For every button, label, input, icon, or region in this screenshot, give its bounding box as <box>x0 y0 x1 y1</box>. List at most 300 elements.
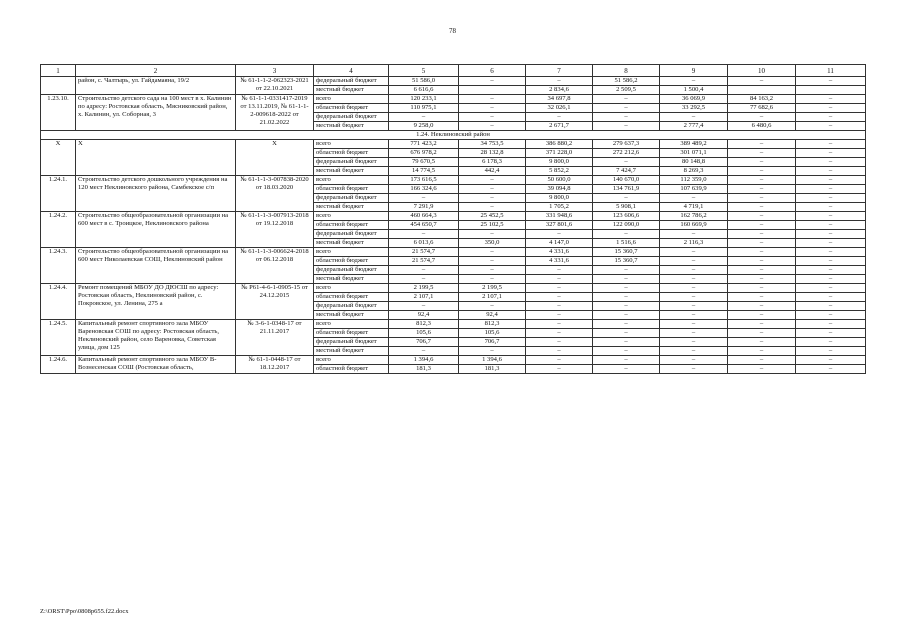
amount-cell <box>459 86 526 95</box>
object-name: Х <box>76 140 236 176</box>
amount-cell: – <box>593 302 660 311</box>
amount-cell: – <box>728 239 796 248</box>
amount-cell: 14 774,5 <box>389 167 459 176</box>
amount-cell: 272 212,6 <box>593 149 660 158</box>
document-ref: № 3-6-1-0348-17 от 21.11.2017 <box>236 320 314 356</box>
amount-cell: – <box>660 365 728 374</box>
amount-cell: – <box>389 266 459 275</box>
amount-cell: – <box>796 104 866 113</box>
amount-cell: – <box>593 329 660 338</box>
object-name: Капитальный ремонт спортивного зала МБОУ В-Вознесенская СОШ (Ростовская область, <box>76 356 236 374</box>
column-number: 1 <box>41 65 76 77</box>
amount-cell: – <box>660 320 728 329</box>
amount-cell: 160 669,9 <box>660 221 728 230</box>
amount-cell: 51 586,0 <box>389 77 459 86</box>
amount-cell: 9 800,0 <box>526 194 593 203</box>
row-id: 1.24.3. <box>41 248 76 284</box>
amount-cell <box>728 86 796 95</box>
document-ref: № 61-1-1-0331417-2019 от 13.11.2019, № 61-1-1-2-009618-2022 от 21.02.2022 <box>236 95 314 131</box>
section-row <box>41 131 866 140</box>
amount-cell: 84 163,2 <box>728 95 796 104</box>
amount-cell: – <box>526 311 593 320</box>
amount-cell: – <box>796 185 866 194</box>
table-row <box>41 212 866 221</box>
amount-cell: – <box>593 347 660 356</box>
amount-cell: – <box>660 230 728 239</box>
amount-cell: – <box>796 176 866 185</box>
amount-cell: – <box>796 257 866 266</box>
amount-cell: 1 705,2 <box>526 203 593 212</box>
table-row <box>41 356 866 365</box>
column-number: 3 <box>236 65 314 77</box>
amount-cell: – <box>459 266 526 275</box>
amount-cell: 7 424,7 <box>593 167 660 176</box>
funding-source: всего <box>314 212 389 221</box>
funding-source: всего <box>314 248 389 257</box>
amount-cell: 39 094,8 <box>526 185 593 194</box>
amount-cell: – <box>526 347 593 356</box>
amount-cell: 15 360,7 <box>593 257 660 266</box>
amount-cell: – <box>796 167 866 176</box>
amount-cell: – <box>389 230 459 239</box>
amount-cell: 6 616,6 <box>389 86 459 95</box>
amount-cell: 162 786,2 <box>660 212 728 221</box>
amount-cell: – <box>796 122 866 131</box>
funding-source: федеральный бюджет <box>314 338 389 347</box>
amount-cell: 112 359,0 <box>660 176 728 185</box>
funding-source: всего <box>314 95 389 104</box>
column-number: 9 <box>660 65 728 77</box>
amount-cell: – <box>728 185 796 194</box>
funding-source: местный бюджет <box>314 311 389 320</box>
amount-cell: 107 639,9 <box>660 185 728 194</box>
amount-cell: 5 908,1 <box>593 203 660 212</box>
amount-cell: 771 423,2 <box>389 140 459 149</box>
amount-cell: – <box>728 275 796 284</box>
amount-cell: – <box>459 95 526 104</box>
row-id: 1.24.6. <box>41 356 76 374</box>
amount-cell: 2 777,4 <box>660 122 728 131</box>
amount-cell: – <box>660 338 728 347</box>
amount-cell: – <box>728 203 796 212</box>
amount-cell: 120 233,1 <box>389 95 459 104</box>
row-id: Х <box>41 140 76 176</box>
page-number: 78 <box>449 27 456 35</box>
amount-cell: – <box>593 365 660 374</box>
amount-cell: – <box>796 329 866 338</box>
amount-cell: 1 500,4 <box>660 86 728 95</box>
amount-cell: – <box>728 212 796 221</box>
amount-cell: 4 331,6 <box>526 248 593 257</box>
amount-cell: 34 697,8 <box>526 95 593 104</box>
amount-cell: 1 516,6 <box>593 239 660 248</box>
amount-cell: – <box>660 329 728 338</box>
amount-cell: – <box>593 194 660 203</box>
funding-source: областной бюджет <box>314 185 389 194</box>
funding-source: федеральный бюджет <box>314 113 389 122</box>
funding-source: всего <box>314 356 389 365</box>
column-number: 2 <box>76 65 236 77</box>
amount-cell: – <box>796 221 866 230</box>
amount-cell: 386 880,2 <box>526 140 593 149</box>
amount-cell: 6 178,3 <box>459 158 526 167</box>
amount-cell: – <box>728 266 796 275</box>
amount-cell: 25 452,5 <box>459 212 526 221</box>
amount-cell: – <box>459 77 526 86</box>
amount-cell: – <box>728 77 796 86</box>
amount-cell: – <box>728 284 796 293</box>
amount-cell: – <box>728 347 796 356</box>
amount-cell: 2 199,5 <box>389 284 459 293</box>
amount-cell: – <box>526 275 593 284</box>
table-row <box>41 140 866 149</box>
funding-source: федеральный бюджет <box>314 266 389 275</box>
column-number: 4 <box>314 65 389 77</box>
amount-cell: – <box>593 338 660 347</box>
amount-cell: – <box>660 77 728 86</box>
amount-cell: – <box>796 113 866 122</box>
amount-cell: – <box>660 194 728 203</box>
amount-cell: 28 132,8 <box>459 149 526 158</box>
funding-source: областной бюджет <box>314 329 389 338</box>
row-id: 1.24.4. <box>41 284 76 320</box>
amount-cell: 389 489,2 <box>660 140 728 149</box>
funding-source: местный бюджет <box>314 275 389 284</box>
amount-cell: – <box>796 203 866 212</box>
amount-cell: – <box>660 113 728 122</box>
amount-cell: – <box>660 257 728 266</box>
amount-cell: 301 071,1 <box>660 149 728 158</box>
file-path-footer: Z:\ORST\Ppo\0808p655.f22.docx <box>40 608 129 615</box>
amount-cell: 80 148,8 <box>660 158 728 167</box>
amount-cell: – <box>459 113 526 122</box>
amount-cell: – <box>796 320 866 329</box>
amount-cell: 2 107,1 <box>389 293 459 302</box>
document-ref: № Р61-4-6-1-0905-15 от 24.12.2015 <box>236 284 314 320</box>
amount-cell: – <box>526 293 593 302</box>
amount-cell: – <box>660 275 728 284</box>
amount-cell: – <box>728 167 796 176</box>
amount-cell: – <box>728 140 796 149</box>
amount-cell: – <box>728 293 796 302</box>
amount-cell: 15 360,7 <box>593 248 660 257</box>
amount-cell: – <box>593 311 660 320</box>
funding-source: областной бюджет <box>314 257 389 266</box>
amount-cell: – <box>796 212 866 221</box>
document-ref: № 61-1-1-3-007838-2020 от 18.03.2020 <box>236 176 314 212</box>
amount-cell: 122 090,0 <box>593 221 660 230</box>
amount-cell: 173 616,5 <box>389 176 459 185</box>
amount-cell: – <box>660 284 728 293</box>
amount-cell: 123 606,6 <box>593 212 660 221</box>
amount-cell: – <box>796 230 866 239</box>
column-number: 6 <box>459 65 526 77</box>
amount-cell: 4 719,1 <box>660 203 728 212</box>
amount-cell: – <box>389 113 459 122</box>
amount-cell: – <box>728 329 796 338</box>
row-id: 1.24.5. <box>41 320 76 356</box>
amount-cell: – <box>728 320 796 329</box>
amount-cell: – <box>796 338 866 347</box>
amount-cell: 77 682,6 <box>728 104 796 113</box>
amount-cell: – <box>660 248 728 257</box>
funding-source: местный бюджет <box>314 347 389 356</box>
amount-cell: – <box>796 194 866 203</box>
amount-cell: – <box>660 311 728 320</box>
amount-cell: – <box>593 320 660 329</box>
amount-cell: – <box>526 266 593 275</box>
amount-cell: 2 671,7 <box>526 122 593 131</box>
amount-cell: 2 199,5 <box>459 284 526 293</box>
amount-cell: 331 948,6 <box>526 212 593 221</box>
amount-cell: – <box>593 158 660 167</box>
amount-cell: – <box>728 302 796 311</box>
amount-cell: 105,6 <box>389 329 459 338</box>
amount-cell: – <box>526 356 593 365</box>
column-number: 10 <box>728 65 796 77</box>
amount-cell: – <box>526 365 593 374</box>
funding-source: местный бюджет <box>314 239 389 248</box>
amount-cell: – <box>796 275 866 284</box>
funding-source: федеральный бюджет <box>314 158 389 167</box>
amount-cell: – <box>593 95 660 104</box>
amount-cell: – <box>593 230 660 239</box>
amount-cell: – <box>593 113 660 122</box>
amount-cell <box>796 86 866 95</box>
amount-cell: – <box>728 158 796 167</box>
column-number: 11 <box>796 65 866 77</box>
document-ref: № 61-1-1-2-062323-2021 от 22.10.2021 <box>236 77 314 95</box>
amount-cell: – <box>728 365 796 374</box>
amount-cell: 9 800,0 <box>526 158 593 167</box>
amount-cell: 350,0 <box>459 239 526 248</box>
amount-cell: – <box>796 311 866 320</box>
table-row <box>41 320 866 329</box>
row-id <box>41 77 76 95</box>
amount-cell: 92,4 <box>389 311 459 320</box>
table-row <box>41 284 866 293</box>
amount-cell: – <box>593 356 660 365</box>
table-row <box>41 77 866 86</box>
amount-cell: 4 331,6 <box>526 257 593 266</box>
amount-cell: – <box>796 77 866 86</box>
amount-cell: – <box>728 230 796 239</box>
object-name: Строительство общеобразовательной организации на 600 мест в с. Троицкое, Неклиновского района <box>76 212 236 248</box>
amount-cell: – <box>459 203 526 212</box>
amount-cell: 21 574,7 <box>389 248 459 257</box>
row-id: 1.24.1. <box>41 176 76 212</box>
amount-cell: – <box>526 113 593 122</box>
amount-cell: – <box>389 347 459 356</box>
amount-cell: 1 394,6 <box>459 356 526 365</box>
amount-cell: – <box>728 248 796 257</box>
amount-cell: 371 228,0 <box>526 149 593 158</box>
amount-cell: 92,4 <box>459 311 526 320</box>
table-row <box>41 248 866 257</box>
amount-cell: 166 324,6 <box>389 185 459 194</box>
amount-cell: – <box>593 275 660 284</box>
amount-cell: – <box>796 149 866 158</box>
amount-cell: – <box>796 365 866 374</box>
amount-cell: – <box>526 302 593 311</box>
amount-cell: – <box>660 293 728 302</box>
amount-cell: – <box>526 329 593 338</box>
amount-cell: 8 269,3 <box>660 167 728 176</box>
funding-source: областной бюджет <box>314 149 389 158</box>
document-ref: № 61-1-1-3-006624-2018 от 06.12.2018 <box>236 248 314 284</box>
funding-source: федеральный бюджет <box>314 194 389 203</box>
amount-cell: 140 670,0 <box>593 176 660 185</box>
funding-source: областной бюджет <box>314 293 389 302</box>
row-id: 1.23.10. <box>41 95 76 131</box>
amount-cell: – <box>796 140 866 149</box>
amount-cell: – <box>728 113 796 122</box>
amount-cell: – <box>728 257 796 266</box>
funding-source: областной бюджет <box>314 221 389 230</box>
amount-cell: – <box>459 194 526 203</box>
amount-cell: 181,3 <box>459 365 526 374</box>
amount-cell: – <box>796 302 866 311</box>
amount-cell: – <box>459 302 526 311</box>
column-number: 5 <box>389 65 459 77</box>
amount-cell: 454 650,7 <box>389 221 459 230</box>
funding-source: местный бюджет <box>314 203 389 212</box>
amount-cell: – <box>526 284 593 293</box>
table-row <box>41 176 866 185</box>
amount-cell: 36 069,9 <box>660 95 728 104</box>
amount-cell: – <box>728 221 796 230</box>
amount-cell: – <box>593 284 660 293</box>
amount-cell: – <box>728 149 796 158</box>
amount-cell: 706,7 <box>459 338 526 347</box>
amount-cell: – <box>389 194 459 203</box>
amount-cell: 706,7 <box>389 338 459 347</box>
amount-cell: 32 026,1 <box>526 104 593 113</box>
column-number: 8 <box>593 65 660 77</box>
amount-cell: 51 586,2 <box>593 77 660 86</box>
amount-cell: – <box>593 266 660 275</box>
amount-cell: – <box>593 104 660 113</box>
amount-cell: 2 116,3 <box>660 239 728 248</box>
row-id: 1.24.2. <box>41 212 76 248</box>
amount-cell: – <box>660 266 728 275</box>
funding-source: федеральный бюджет <box>314 302 389 311</box>
amount-cell: – <box>389 275 459 284</box>
amount-cell: 7 291,9 <box>389 203 459 212</box>
amount-cell: 2 509,5 <box>593 86 660 95</box>
object-name: район, с. Чалтырь, ул. Гайдамаяна, 19/2 <box>76 77 236 95</box>
amount-cell: – <box>459 230 526 239</box>
amount-cell: – <box>526 230 593 239</box>
amount-cell: 181,3 <box>389 365 459 374</box>
funding-source: федеральный бюджет <box>314 77 389 86</box>
amount-cell: – <box>796 356 866 365</box>
amount-cell: – <box>796 158 866 167</box>
amount-cell: – <box>728 338 796 347</box>
funding-source: областной бюджет <box>314 104 389 113</box>
amount-cell: 5 852,2 <box>526 167 593 176</box>
amount-cell: – <box>593 293 660 302</box>
amount-cell: 442,4 <box>459 167 526 176</box>
amount-cell: – <box>459 185 526 194</box>
amount-cell: 1 394,6 <box>389 356 459 365</box>
amount-cell: – <box>796 239 866 248</box>
amount-cell: 9 258,0 <box>389 122 459 131</box>
amount-cell: – <box>728 194 796 203</box>
amount-cell: 21 574,7 <box>389 257 459 266</box>
amount-cell: – <box>526 320 593 329</box>
amount-cell: – <box>728 176 796 185</box>
amount-cell: – <box>593 122 660 131</box>
amount-cell: – <box>728 311 796 320</box>
amount-cell: 812,3 <box>459 320 526 329</box>
amount-cell: 6 480,6 <box>728 122 796 131</box>
amount-cell: 327 801,6 <box>526 221 593 230</box>
amount-cell: 460 664,3 <box>389 212 459 221</box>
amount-cell: – <box>459 248 526 257</box>
amount-cell: 34 753,5 <box>459 140 526 149</box>
header-row <box>41 65 866 77</box>
amount-cell: – <box>660 347 728 356</box>
funding-source: местный бюджет <box>314 86 389 95</box>
funding-source: областной бюджет <box>314 365 389 374</box>
amount-cell: 2 107,1 <box>459 293 526 302</box>
amount-cell: – <box>796 95 866 104</box>
amount-cell: – <box>796 293 866 302</box>
amount-cell: – <box>796 266 866 275</box>
amount-cell: – <box>728 356 796 365</box>
amount-cell: – <box>459 347 526 356</box>
amount-cell: – <box>389 302 459 311</box>
amount-cell: – <box>796 248 866 257</box>
amount-cell: – <box>526 338 593 347</box>
amount-cell: 25 102,5 <box>459 221 526 230</box>
amount-cell: – <box>660 302 728 311</box>
funding-source: всего <box>314 284 389 293</box>
object-name: Строительство детского дошкольного учреждения на 120 мест Неклиновского района, Самбекское с/п <box>76 176 236 212</box>
amount-cell: 279 637,3 <box>593 140 660 149</box>
amount-cell: 79 670,5 <box>389 158 459 167</box>
amount-cell: 4 147,0 <box>526 239 593 248</box>
object-name: Капитальный ремонт спортивного зала МБОУ Вареновская СОШ по адресу: Ростовская область, Неклиновский район, село Вареновка, Советская улица, дом 125 <box>76 320 236 356</box>
amount-cell: – <box>459 257 526 266</box>
amount-cell: 33 292,5 <box>660 104 728 113</box>
amount-cell: – <box>796 347 866 356</box>
table-row <box>41 95 866 104</box>
amount-cell: 134 761,9 <box>593 185 660 194</box>
object-name: Ремонт помещений МБОУ ДО ДЮСШ по адресу: Ростовская область, Неклиновский район, с. Покровское, ул. Ленина, 275 а <box>76 284 236 320</box>
funding-source: местный бюджет <box>314 167 389 176</box>
amount-cell: 110 975,1 <box>389 104 459 113</box>
object-name: Строительство детского сада на 100 мест в х. Калинин по адресу: Ростовская область, Мясниковский район, х. Калинин, ул. Соборная, 3 <box>76 95 236 131</box>
amount-cell: 812,3 <box>389 320 459 329</box>
amount-cell: 2 834,6 <box>526 86 593 95</box>
document-ref: № 61-1-0448-17 от 18.12.2017 <box>236 356 314 374</box>
amount-cell: – <box>459 176 526 185</box>
budget-table <box>40 64 866 374</box>
column-number: 7 <box>526 65 593 77</box>
object-name: Строительство общеобразовательной организации на 600 мест Николаевская СОШ, Неклиновский район <box>76 248 236 284</box>
funding-source: всего <box>314 176 389 185</box>
amount-cell: 676 978,2 <box>389 149 459 158</box>
amount-cell: – <box>459 104 526 113</box>
amount-cell: – <box>660 356 728 365</box>
funding-source: всего <box>314 320 389 329</box>
amount-cell: – <box>526 77 593 86</box>
funding-source: федеральный бюджет <box>314 230 389 239</box>
section-title: 1.24. Неклиновский район <box>41 131 866 140</box>
amount-cell: 50 600,0 <box>526 176 593 185</box>
